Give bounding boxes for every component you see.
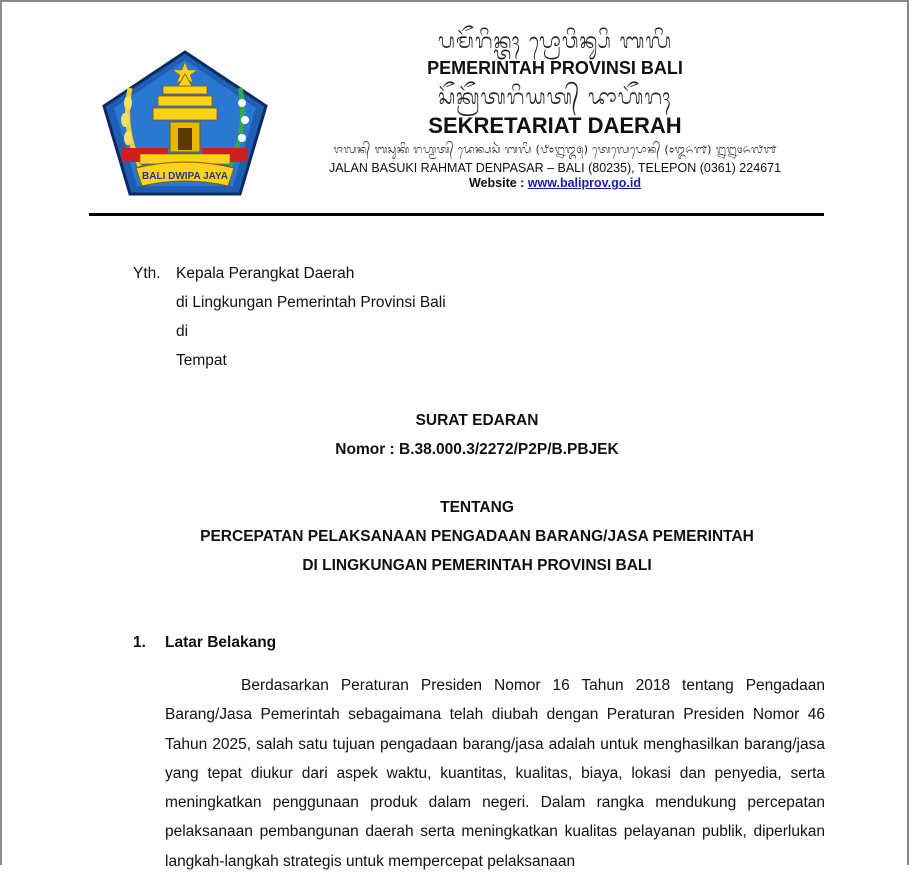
letterhead <box>290 28 820 191</box>
addressee-lines <box>176 259 446 375</box>
addressee-line: Tempat <box>176 352 227 369</box>
balinese-script-address: ᬚᬮᬦ᭄ ᬩᬲᬸᬓᬶ ᬭᬳ᭄ᬫᬢ᭄ ᬤᬾᬦ᭄ᬧᬲᬃ ᬩᬮᬶ (᭘᭐᭒᭓᭕) ᬢᬾᬮᬾᬧᭀᬦ᭄ (᭐᭓᭖᭑) ᭒᭒᭔᭖᭗᭑ <box>333 143 777 156</box>
bali-province-emblem <box>100 48 270 198</box>
letter-about: TENTANG <box>440 499 514 516</box>
addressee-line: di Lingkungan Pemerintah Provinsi Bali <box>176 294 446 311</box>
website-line <box>290 176 820 191</box>
office-name: SEKRETARIAT DAERAH <box>428 113 682 138</box>
website-link[interactable]: www.baliprov.go.id <box>527 176 641 190</box>
emblem-motto: BALI DWIPA JAYA <box>142 171 228 182</box>
website-label: Website : <box>468 176 528 190</box>
section-title: Latar Belakang <box>165 634 277 651</box>
balinese-script-line: ᬧᬫᭂᬭᬶᬦ᭄ᬢᬄ ᬧ᭄ᬭᭀᬯᬶᬦ᭄ᬲᬶ ᬩᬮᬶ <box>437 29 673 53</box>
letter-subject-line-2: DI LINGKUNGAN PEMERINTAH PROVINSI BALI <box>302 557 652 574</box>
government-name: PEMERINTAH PROVINSI BALI <box>427 58 683 78</box>
balinese-script-line: ᬲᭂᬓ᭄ᬭᭂᬢᬭᬶᬬᬢ᭄ ᬤᬵᬳᭂᬭᬄ <box>438 85 672 109</box>
section-number: 1. <box>133 634 146 651</box>
letterhead-divider <box>89 213 824 216</box>
letter-number: Nomor : B.38.000.3/2272/P2P/B.PBJEK <box>335 441 619 458</box>
letter-subject-line-1: PERCEPATAN PELAKSANAAN PENGADAAN BARANG/JASA PEMERINTAH <box>200 528 754 545</box>
office-address: JALAN BASUKI RAHMAT DENPASAR – BALI (80235), TELEPON (0361) 224671 <box>328 161 782 175</box>
salutation: Yth. <box>133 265 161 282</box>
letter-type: SURAT EDARAN <box>415 412 539 429</box>
addressee-line: Kepala Perangkat Daerah <box>176 265 355 282</box>
addressee-line: di <box>176 323 189 340</box>
section-paragraph: Berdasarkan Peraturan Presiden Nomor 16 Tahun 2018 tentang Pengadaan Barang/Jasa Pemerintah sebagaimana telah diubah dengan Peraturan Presiden Nomor 46 Tahun 2025, salah satu tujuan pengadaan barang/jasa adalah untuk menghasilkan barang/jasa yang tepat diukur dari aspek waktu, kuantitas, kualitas, biaya, lokasi dan penyedia, serta meningkatkan penggunaan produk dalam negeri. Dalam rangka mendukung percepatan pelaksanaan pembangunan daerah serta meningkatkan kualitas pelayanan publik, diperlukan langkah-langkah strategis untuk mempercepat pelaksanaan <box>165 677 825 870</box>
